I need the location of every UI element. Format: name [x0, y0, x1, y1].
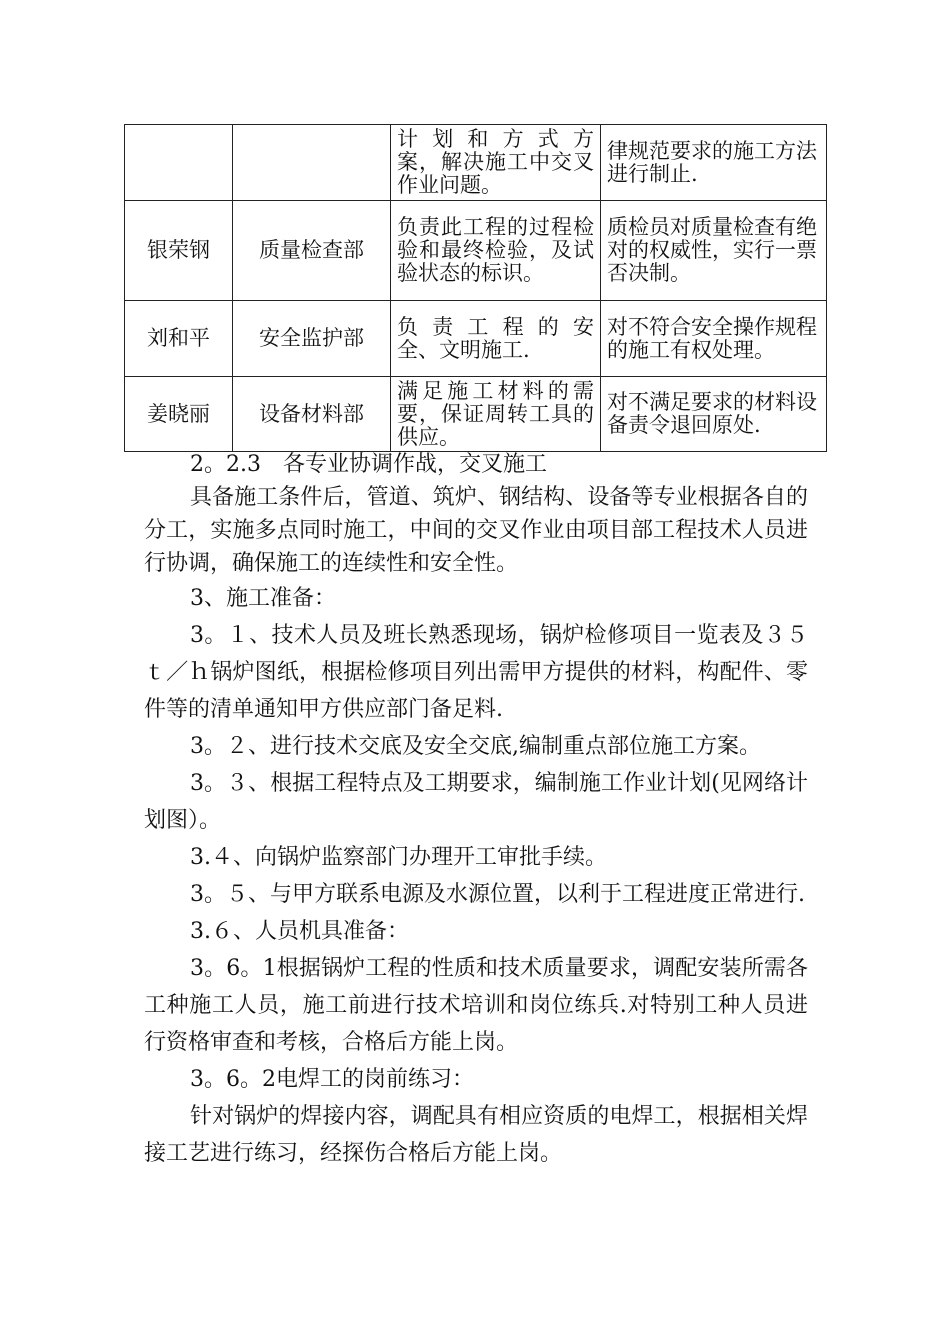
duty-cell: 满足施工材料的需要，保证周转工具的供应。 — [391, 377, 601, 452]
duty-cell: 负责此工程的过程检验和最终检验，及试验状态的标识。 — [391, 201, 601, 301]
paragraph: 3。３、根据工程特点及工期要求，编制施工作业计划(见网络计划图）。 — [144, 771, 808, 833]
paragraph: 具备施工条件后，管道、筑炉、钢结构、设备等专业根据各自的分工，实施多点同时施工，中间的交叉作业由项目部工程技术人员进行协调，确保施工的连续性和安全性。 — [144, 485, 808, 576]
authority-cell: 质检员对质量检查有绝对的权威性，实行一票否决制。 — [601, 201, 827, 301]
person-name-cell: 姜晓丽 — [125, 377, 233, 452]
paragraph: 3。１、技术人员及班长熟悉现场，锅炉检修项目一览表及３５ｔ／ｈ锅炉图纸，根据检修项目列出需甲方提供的材料，构配件、零件等的清单通知甲方供应部门备足料. — [144, 623, 808, 722]
table-row — [125, 377, 827, 452]
paragraph: 3。6。1根据锅炉工程的性质和技术质量要求，调配安装所需各工种施工人员，施工前进行技术培训和岗位练兵.对特别工种人员进行资格审查和考核，合格后方能上岗。 — [144, 956, 808, 1055]
department-cell: 设备材料部 — [233, 377, 391, 452]
paragraph: 3.４、向锅炉监察部门办理开工审批手续。 — [190, 845, 607, 870]
person-name-cell: 刘和平 — [125, 301, 233, 377]
paragraph: 3。５、与甲方联系电源及水源位置，以利于工程进度正常进行. — [190, 882, 805, 907]
body-text — [144, 448, 808, 1172]
paragraph: 3。２、进行技术交底及安全交底,编制重点部位施工方案。 — [190, 734, 761, 759]
paragraph: 针对锅炉的焊接内容，调配具有相应资质的电焊工，根据相关焊接工艺进行练习，经探伤合格后方能上岗。 — [144, 1104, 808, 1166]
department-cell — [233, 125, 391, 201]
section-heading: 2。2.3 各专业协调作战，交叉施工 — [190, 452, 547, 477]
section-heading: 3.６、人员机具准备： — [190, 919, 409, 944]
person-name-cell — [125, 125, 233, 201]
table-row — [125, 301, 827, 377]
department-cell: 安全监护部 — [233, 301, 391, 377]
section-heading: 3、施工准备： — [190, 586, 336, 611]
department-cell: 质量检查部 — [233, 201, 391, 301]
duty-cell: 负 责 工 程 的 安全、文明施工. — [391, 301, 601, 377]
duty-cell: 计 划 和 方 式 方案，解决施工中交叉作业问题。 — [391, 125, 601, 201]
authority-cell: 对不符合安全操作规程的施工有权处理。 — [601, 301, 827, 377]
table-row — [125, 201, 827, 301]
person-name-cell: 银荣钢 — [125, 201, 233, 301]
section-heading: 3。6。2电焊工的岗前练习： — [190, 1067, 474, 1092]
table-row — [125, 125, 827, 201]
authority-cell: 律规范要求的施工方法进行制止. — [601, 125, 827, 201]
authority-cell: 对不满足要求的材料设备责令退回原处. — [601, 377, 827, 452]
responsibility-table — [124, 124, 827, 452]
